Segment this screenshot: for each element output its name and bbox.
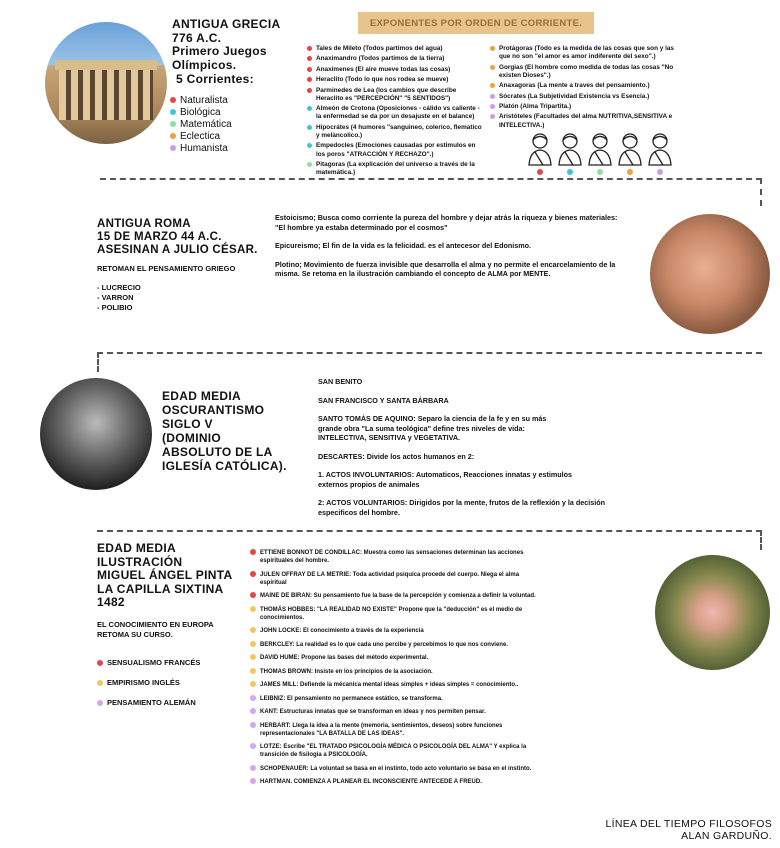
list-item: [170, 119, 232, 131]
item-text: SCHOPENAUER: La voluntad se basa en el instinto, todo acto voluntario se basa en el instinto.: [260, 765, 532, 772]
title-line: Olímpicos.: [172, 57, 237, 72]
bullet-dot-icon: [307, 67, 312, 72]
bullet-dot-icon: [250, 695, 256, 701]
rome-names: [97, 283, 141, 313]
title-line: SIGLO V: [162, 417, 213, 431]
item-text: Aristóteles (Facultades del alma NUTRITIVA,SENSITIVA e INTELECTIVA.): [499, 113, 673, 129]
item-text: Platón (Alma Tripartita.): [499, 102, 572, 110]
enlightenment-subtitle: EL CONOCIMIENTO EN EUROPA RETOMA SU CURSO.: [97, 620, 214, 639]
currents-subtitle: 5 Corrientes:: [176, 72, 254, 86]
title-line: OSCURANTISMO: [162, 403, 265, 417]
item-text: HERBART: Llega la idea a la mente (memoria, sentimientos, deseos) sobre funciones representacionales "LA BATALLA DE LAS IDEAS".: [260, 722, 503, 737]
item-text: JULEN OFFRAY DE LA METRIE: Toda actividad psiquíca procede del cuerpo. Niega el alma espiritual: [260, 571, 520, 586]
item-text: Tales de Mileto (Todos partimos del agua): [316, 45, 443, 52]
title-line: 15 DE MARZO 44 A.C.: [97, 231, 222, 243]
title-line: ASESINAN A JULIO CÉSAR.: [97, 244, 258, 256]
title-line: ANTIGUA GRECIA: [172, 17, 281, 31]
item-text: MAINE DE BIRAN: Su pensamiento fue la base de la percepción y comienza a definir la voluntad.: [260, 593, 536, 599]
title-line: ABSOLUTO DE LA: [162, 445, 273, 459]
list-item: [307, 124, 482, 140]
item-text: DAVID HUME: Propone las bases del método experimental.: [260, 655, 429, 661]
list-item: [490, 93, 675, 101]
bullet-dot-icon: [170, 121, 176, 127]
item-text: PENSAMIENTO ALEMÁN: [107, 698, 196, 707]
list-item: [250, 654, 540, 662]
bullet-dot-icon: [307, 143, 312, 148]
name-item: - LUCRECIO: [97, 283, 141, 292]
timeline-divider: [97, 352, 762, 354]
list-item: [250, 641, 540, 649]
bullet-dot-icon: [490, 46, 495, 51]
bullet-dot-icon: [170, 133, 176, 139]
list-item: [170, 143, 232, 155]
timeline-connector: [760, 530, 762, 550]
title-line: ILUSTRACIÓN: [97, 554, 183, 569]
list-item: [250, 765, 540, 773]
list-item: [490, 45, 675, 61]
paragraph: SANTO TOMÁS DE AQUINO: Separo la ciencia de la fe y en su más grande obra "La suma teológica" define tres niveles de vida: INTELECTIVA, SENSITIVA y VEGETATIVA.: [318, 414, 547, 442]
list-item: [170, 107, 232, 119]
bullet-dot-icon: [250, 571, 256, 577]
bullet-dot-icon: [490, 65, 495, 70]
name-item: - POLIBIO: [97, 303, 133, 312]
list-item: [307, 105, 482, 121]
paragraph: SAN BENITO: [318, 377, 363, 386]
item-text: JOHN LOCKE: El conocimiento a través de la experiencia: [260, 628, 424, 634]
title-line: EDAD MEDIA: [97, 541, 177, 555]
name-item: - VARRON: [97, 293, 134, 302]
item-text: Heraclito (Todo lo que nos rodea se mueve): [316, 76, 449, 84]
medieval-photo: [40, 378, 152, 490]
item-text: Anaximenes (El aire mueve todas las cosas): [316, 65, 451, 73]
bullet-dot-icon: [250, 668, 256, 674]
bullet-dot-icon: [250, 722, 256, 728]
item-text: ETTIENE BONNOT DE CONDILLAC: Muestra como las sensaciones determinan las acciones espirituales del hombre.: [260, 550, 524, 564]
timeline-divider: [100, 178, 762, 180]
bullet-dot-icon: [250, 627, 256, 633]
list-item: [97, 698, 200, 707]
footer: [592, 818, 772, 842]
medieval-paragraphs: [318, 377, 618, 517]
item-text: Humanista: [180, 143, 228, 154]
item-text: EMPIRISMO INGLÉS: [107, 678, 180, 687]
bullet-dot-icon: [97, 680, 103, 686]
title-line: LA CAPILLA SIXTINA: [97, 581, 224, 596]
list-item: [307, 66, 482, 74]
bullet-dot-icon: [170, 97, 176, 103]
philosopher-icon: [617, 132, 643, 166]
rome-title: [97, 218, 258, 257]
the-swing-painting: [655, 555, 770, 670]
bullet-dot-icon: [307, 77, 312, 82]
bullet-dot-icon: [97, 700, 103, 706]
item-text: Biológica: [180, 107, 221, 118]
parthenon-image: [45, 22, 167, 144]
item-text: Anaxagoras (La mente a traves del pensamiento.): [499, 82, 650, 90]
item-text: LOTZE: Escribe "EL TRATADO PSICOLOGÍA MÉDICA O PSICOLOGÍA DEL ALMA" Y explica la transición de fisilogía a PSICOLOGÍA.: [260, 744, 527, 758]
bullet-dot-icon: [250, 765, 256, 771]
paragraph: Plotino; Movimiento de fuerza invisible que desarrolla el alma y no permite el encarcelamiento de la misma. Se retoma en la ilustración cambiando el concepto de ALMA por MENTE.: [275, 259, 616, 278]
rome-subtitle: RETOMAN EL PENSAMIENTO GRIEGO: [97, 264, 236, 273]
list-item: [307, 55, 482, 63]
footer-title: LÍNEA DEL TIEMPO FILOSOFOS: [605, 818, 772, 830]
bullet-dot-icon: [97, 660, 103, 666]
philosopher-figures: [527, 132, 677, 181]
item-text: Sócrates (La Subjetividad Existencia vs Esencia.): [499, 92, 650, 100]
list-item: [490, 64, 675, 80]
philosopher-icon: [587, 132, 613, 166]
footer-author: ALAN GARDUÑO.: [681, 830, 772, 842]
list-item: [250, 668, 540, 676]
timeline-connector: [97, 352, 99, 372]
item-text: SENSUALISMO FRANCÉS: [107, 658, 201, 667]
item-text: KANT: Estructuras innatas que se transforman en ideas y nos permiten pensar.: [260, 709, 486, 715]
bullet-dot-icon: [490, 114, 495, 119]
paragraph: 1. ACTOS INVOLUNTARIOS: Automaticos, Reacciones innatas y estimulos externos propios de animales: [318, 470, 573, 489]
title-line: 1482: [97, 595, 125, 609]
list-item: [307, 87, 482, 103]
list-item: [97, 658, 200, 667]
list-item: [250, 606, 540, 622]
bullet-dot-icon: [250, 708, 256, 714]
title-line: (DOMINIO: [162, 431, 222, 445]
title-line: 776 A.C.: [172, 30, 222, 45]
bullet-dot-icon: [250, 641, 256, 647]
bullet-dot-icon: [250, 654, 256, 660]
item-text: LEIBNIZ: El pensamiento no permanece estático, se transforma.: [260, 695, 443, 702]
timeline-connector: [760, 178, 762, 206]
bullet-dot-icon: [250, 549, 256, 555]
paragraph: Estoicismo; Busca como corriente la pureza del hombre y dejar atrás la riqueza y bienes materiales: "El hombre ya estaba determinado por el cosmos": [275, 213, 618, 232]
item-text: Pitagoras (La explicación del universo a través de la matemática.): [316, 160, 475, 177]
list-item: [307, 45, 482, 53]
list-item: [250, 627, 540, 635]
list-item: [250, 571, 540, 587]
list-item: [250, 778, 540, 786]
list-item: [490, 103, 675, 111]
paragraph: SAN FRANCISCO Y SANTA BÁRBARA: [318, 395, 449, 405]
title-line: ANTIGUA ROMA: [97, 218, 191, 230]
rome-paragraphs: [275, 213, 620, 279]
item-text: Almeón de Crotona (Oposiciones - cálido vs caliente - la enfermedad se da por un desajuste en el balance): [316, 105, 480, 121]
item-text: THOMAS BROWN: Insiste en los principios de la asociación.: [260, 668, 433, 675]
enlightenment-list: [250, 549, 540, 792]
list-item: [307, 142, 482, 158]
item-text: Gorgias (El hombre como medida de todas las cosas "No existen Dioses".): [499, 63, 674, 79]
list-item: [250, 681, 540, 689]
item-text: Empedocles (Emociones causadas por estimulos en los poros "ATRACCIÓN Y RECHAZO".): [316, 142, 476, 158]
list-item: [490, 113, 675, 129]
item-text: Hipocrátes (4 humores "sanguineo, colerico, flematico y melàncolico.): [316, 123, 482, 139]
bullet-dot-icon: [307, 88, 312, 93]
bullet-dot-icon: [490, 94, 495, 99]
enlightenment-title: [97, 542, 232, 610]
philosopher-icon: [527, 132, 553, 166]
list-item: [170, 131, 232, 143]
bullet-dot-icon: [250, 681, 256, 687]
title-line: MIGUEL ÁNGEL PINTA: [97, 568, 233, 582]
item-text: Protágoras (Todo es la medida de las cosas que son y las que no son "el amor es amor indiferente del sexo".): [499, 45, 674, 61]
bullet-dot-icon: [250, 743, 256, 749]
bullet-dot-icon: [490, 83, 495, 88]
greece-title: [172, 18, 280, 87]
item-text: JAMES MILL: Defiende la mécanica mental ideas simples + ideas simples = conocimiento..: [260, 682, 519, 688]
timeline-divider: [97, 530, 762, 532]
item-text: Eclectica: [180, 131, 221, 142]
bullet-dot-icon: [170, 145, 176, 151]
item-text: Anaximandro (Todos partimos de la tierra): [316, 55, 445, 63]
bullet-dot-icon: [250, 606, 256, 612]
item-text: THOMÁS HOBBES: "LA REALIDAD NO EXISTE" Propone que la "deducción" es el medio de conocimientos.: [260, 606, 523, 621]
bullet-dot-icon: [307, 56, 312, 61]
paragraph: Epicureismo; El fin de la vida es la felicidad. es el antecesor del Edonismo.: [275, 241, 532, 250]
bullet-dot-icon: [307, 125, 312, 130]
paragraph: 2: ACTOS VOLUNTARIOS: Dirigidos por la mente, frutos de la reflexión y la decisión especificos del hombre.: [318, 498, 606, 517]
exponents-list-right: [490, 45, 675, 132]
list-item: [250, 695, 540, 703]
title-line: EDAD MEDIA: [162, 389, 242, 403]
philosopher-icon: [647, 132, 673, 166]
bullet-dot-icon: [170, 109, 176, 115]
bullet-dot-icon: [307, 162, 312, 167]
julius-caesar-portrait: [650, 214, 770, 334]
bullet-dot-icon: [307, 46, 312, 51]
schools-list: [97, 658, 200, 718]
medieval-title: [162, 389, 287, 473]
exponents-list-left: [307, 45, 482, 180]
list-item: [97, 678, 200, 687]
item-text: BERKCLEY: La realidad es lo que cada uno percibe y percebimos lo que nos conviene.: [260, 641, 508, 648]
item-text: HARTMAN. COMIENZA A PLANEAR EL INCONSCIENTE ANTECEDE A FREUD.: [260, 779, 482, 785]
list-item: [250, 743, 540, 759]
list-item: [170, 95, 232, 107]
list-item: [490, 82, 675, 90]
list-item: [250, 592, 540, 600]
paragraph: DESCARTES: Divide los actos humanos en 2:: [318, 451, 475, 461]
list-item: [250, 722, 540, 738]
title-line: IGLESÍA CATÓLICA).: [162, 459, 287, 473]
list-item: [307, 76, 482, 84]
exponents-banner: EXPONENTES POR ORDEN DE CORRIENTE.: [358, 12, 594, 34]
philosopher-icon: [557, 132, 583, 166]
item-text: Parminedes de Lea (los cambios que describe Heraclito es "PERCEPCIÓN" "5 SENTIDOS"): [316, 86, 457, 102]
list-item: [250, 549, 540, 565]
bullet-dot-icon: [307, 106, 312, 111]
item-text: Matemática: [180, 119, 232, 130]
list-item: [250, 708, 540, 716]
currents-list: [170, 95, 232, 155]
bullet-dot-icon: [490, 104, 495, 109]
list-item: [307, 161, 482, 177]
bullet-dot-icon: [250, 778, 256, 784]
bullet-dot-icon: [250, 592, 256, 598]
item-text: Naturalista: [180, 95, 228, 106]
title-line: Primero Juegos: [172, 44, 267, 58]
